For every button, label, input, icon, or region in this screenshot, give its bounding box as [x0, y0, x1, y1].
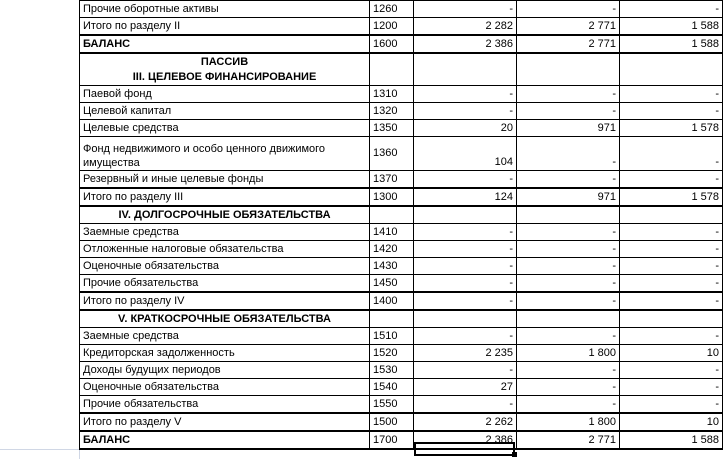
row-code[interactable]: 1400	[370, 292, 414, 310]
row-name[interactable]: Целевые средства	[80, 120, 370, 137]
value-cell[interactable]	[414, 53, 517, 86]
value-cell[interactable]: -	[414, 171, 517, 189]
value-cell[interactable]: 971	[517, 188, 620, 206]
value-cell[interactable]: -	[517, 328, 620, 345]
value-cell[interactable]: -	[517, 103, 620, 120]
value-cell[interactable]: -	[517, 258, 620, 275]
row-code[interactable]: 1530	[370, 362, 414, 379]
value-cell[interactable]: 2 262	[414, 413, 517, 431]
value-cell[interactable]: -	[620, 86, 723, 103]
table-row[interactable]	[80, 171, 723, 189]
value-cell[interactable]: -	[517, 1, 620, 18]
row-name[interactable]: Итого по разделу V	[80, 413, 370, 431]
row-name[interactable]: Итого по разделу II	[80, 18, 370, 36]
value-cell[interactable]: -	[517, 292, 620, 310]
value-cell[interactable]: -	[517, 171, 620, 189]
row-code[interactable]: 1420	[370, 241, 414, 258]
row-name[interactable]: Прочие обязательства	[80, 396, 370, 414]
row-name[interactable]: Прочие оборотные активы	[80, 1, 370, 18]
row-code[interactable]	[370, 206, 414, 224]
table-row[interactable]	[80, 292, 723, 310]
value-cell[interactable]: 2 771	[517, 18, 620, 36]
row-code[interactable]: 1510	[370, 328, 414, 345]
value-cell[interactable]: -	[517, 379, 620, 396]
row-code[interactable]: 1370	[370, 171, 414, 189]
value-cell[interactable]: 2 386	[414, 431, 517, 449]
value-cell[interactable]: -	[414, 86, 517, 103]
value-cell[interactable]: -	[414, 241, 517, 258]
row-code[interactable]: 1320	[370, 103, 414, 120]
table-row[interactable]	[80, 258, 723, 275]
value-cell[interactable]: 1 588	[620, 18, 723, 36]
row-code[interactable]: 1200	[370, 18, 414, 36]
row-name[interactable]: Отложенные налоговые обязательства	[80, 241, 370, 258]
value-cell[interactable]: 1 578	[620, 188, 723, 206]
row-code[interactable]: 1430	[370, 258, 414, 275]
row-name[interactable]: Оценочные обязательства	[80, 379, 370, 396]
value-cell[interactable]: -	[414, 258, 517, 275]
value-cell[interactable]: 2 386	[414, 35, 517, 53]
row-name[interactable]: БАЛАНС	[80, 431, 370, 449]
value-cell[interactable]: -	[517, 137, 620, 171]
value-cell[interactable]: 1 800	[517, 413, 620, 431]
value-cell[interactable]: -	[517, 86, 620, 103]
value-cell[interactable]: 124	[414, 188, 517, 206]
value-cell[interactable]: 104	[414, 137, 517, 171]
value-cell[interactable]: 27	[414, 379, 517, 396]
value-cell[interactable]: -	[414, 224, 517, 241]
value-cell[interactable]: -	[620, 328, 723, 345]
value-cell[interactable]	[517, 206, 620, 224]
value-cell[interactable]	[414, 310, 517, 328]
value-cell[interactable]: -	[620, 292, 723, 310]
row-code[interactable]: 1350	[370, 120, 414, 137]
row-code[interactable]: 1300	[370, 188, 414, 206]
table-row[interactable]	[80, 379, 723, 396]
value-cell[interactable]: -	[620, 224, 723, 241]
value-cell[interactable]: 1 578	[620, 120, 723, 137]
row-name[interactable]: БАЛАНС	[80, 35, 370, 53]
value-cell[interactable]: -	[414, 292, 517, 310]
section-header-row[interactable]	[80, 53, 723, 86]
row-code[interactable]: 1520	[370, 345, 414, 362]
section-header-row[interactable]	[80, 206, 723, 224]
balance-sheet-table	[79, 0, 723, 450]
table-row[interactable]	[80, 137, 723, 171]
value-cell[interactable]: 20	[414, 120, 517, 137]
table-row[interactable]	[80, 328, 723, 345]
value-cell[interactable]	[620, 53, 723, 86]
value-cell[interactable]: 2 771	[517, 35, 620, 53]
value-cell[interactable]: -	[517, 396, 620, 414]
value-cell[interactable]: -	[414, 1, 517, 18]
table-row[interactable]	[80, 188, 723, 206]
table-row[interactable]	[80, 224, 723, 241]
section-title-passiv: ПАССИВ	[200, 55, 249, 68]
value-cell[interactable]: -	[414, 275, 517, 293]
value-cell[interactable]	[620, 310, 723, 328]
value-cell[interactable]: -	[414, 396, 517, 414]
value-cell[interactable]: -	[620, 258, 723, 275]
row-name[interactable]: Итого по разделу III	[80, 188, 370, 206]
value-cell[interactable]: -	[620, 1, 723, 18]
value-cell[interactable]: -	[517, 362, 620, 379]
row-name[interactable]: Прочие обязательства	[80, 275, 370, 293]
table-row[interactable]	[80, 18, 723, 36]
row-name[interactable]: Кредиторская задолженность	[80, 345, 370, 362]
value-cell[interactable]: 2 235	[414, 345, 517, 362]
table-row[interactable]	[80, 431, 723, 449]
value-cell[interactable]	[414, 206, 517, 224]
value-cell[interactable]: -	[620, 396, 723, 414]
section-title-iii: III. ЦЕЛЕВОЕ ФИНАНСИРОВАНИЕ	[132, 70, 317, 83]
value-cell[interactable]: -	[414, 328, 517, 345]
row-name[interactable]: Фонд недвижимого и особо ценного движимого имущества	[80, 137, 370, 171]
table-row[interactable]	[80, 86, 723, 103]
section-header-row[interactable]	[80, 310, 723, 328]
value-cell[interactable]	[517, 310, 620, 328]
value-cell[interactable]	[517, 53, 620, 86]
row-name[interactable]: Резервный и иные целевые фонды	[80, 171, 370, 189]
value-cell[interactable]: -	[414, 103, 517, 120]
table-row[interactable]	[80, 362, 723, 379]
value-cell[interactable]: 10	[620, 413, 723, 431]
value-cell[interactable]: 1 588	[620, 431, 723, 449]
row-code[interactable]: 1310	[370, 86, 414, 103]
value-cell[interactable]	[620, 206, 723, 224]
value-cell[interactable]: -	[620, 241, 723, 258]
row-code[interactable]: 1540	[370, 379, 414, 396]
value-cell[interactable]: 10	[620, 345, 723, 362]
table-row[interactable]	[80, 35, 723, 53]
row-name[interactable]: Паевой фонд	[80, 86, 370, 103]
table-row[interactable]	[80, 275, 723, 293]
fill-handle[interactable]	[512, 452, 517, 457]
value-cell[interactable]: 1 588	[620, 35, 723, 53]
value-cell[interactable]: -	[620, 275, 723, 293]
value-cell[interactable]: -	[414, 362, 517, 379]
row-code[interactable]: 1410	[370, 224, 414, 241]
value-cell[interactable]: -	[517, 241, 620, 258]
value-cell[interactable]: -	[517, 275, 620, 293]
value-cell[interactable]: 2 771	[517, 431, 620, 449]
value-cell[interactable]: -	[620, 379, 723, 396]
row-name[interactable]: Заемные средства	[80, 328, 370, 345]
row-code[interactable]: 1550	[370, 396, 414, 414]
value-cell[interactable]: -	[620, 362, 723, 379]
value-cell[interactable]: 971	[517, 120, 620, 137]
table-row[interactable]	[80, 120, 723, 137]
value-cell[interactable]: -	[620, 103, 723, 120]
selected-cell[interactable]	[414, 442, 515, 456]
row-name[interactable]: Оценочные обязательства	[80, 258, 370, 275]
value-cell[interactable]: 2 282	[414, 18, 517, 36]
row-code[interactable]: 1260	[370, 1, 414, 18]
section-title-v[interactable]: V. КРАТКОСРОЧНЫЕ ОБЯЗАТЕЛЬСТВА	[80, 310, 370, 328]
row-code[interactable]	[370, 53, 414, 86]
row-code[interactable]: 1700	[370, 431, 414, 449]
table-row[interactable]	[80, 396, 723, 414]
table-row[interactable]	[80, 103, 723, 120]
row-name[interactable]: Целевой капитал	[80, 103, 370, 120]
table-row[interactable]	[80, 1, 723, 18]
row-code[interactable]: 1500	[370, 413, 414, 431]
row-name[interactable]: Итого по разделу IV	[80, 292, 370, 310]
section-title-cell[interactable]	[80, 53, 370, 86]
value-cell[interactable]: -	[517, 224, 620, 241]
row-code[interactable]: 1360	[370, 137, 414, 171]
table-row[interactable]	[80, 345, 723, 362]
section-title-iv[interactable]: IV. ДОЛГОСРОЧНЫЕ ОБЯЗАТЕЛЬСТВА	[80, 206, 370, 224]
row-name[interactable]: Доходы будущих периодов	[80, 362, 370, 379]
value-cell[interactable]: -	[620, 171, 723, 189]
table-row[interactable]	[80, 241, 723, 258]
value-cell[interactable]: 1 800	[517, 345, 620, 362]
value-cell[interactable]: -	[620, 137, 723, 171]
table-row[interactable]	[80, 413, 723, 431]
row-code[interactable]: 1600	[370, 35, 414, 53]
row-name[interactable]: Заемные средства	[80, 224, 370, 241]
row-code[interactable]	[370, 310, 414, 328]
row-code[interactable]: 1450	[370, 275, 414, 293]
